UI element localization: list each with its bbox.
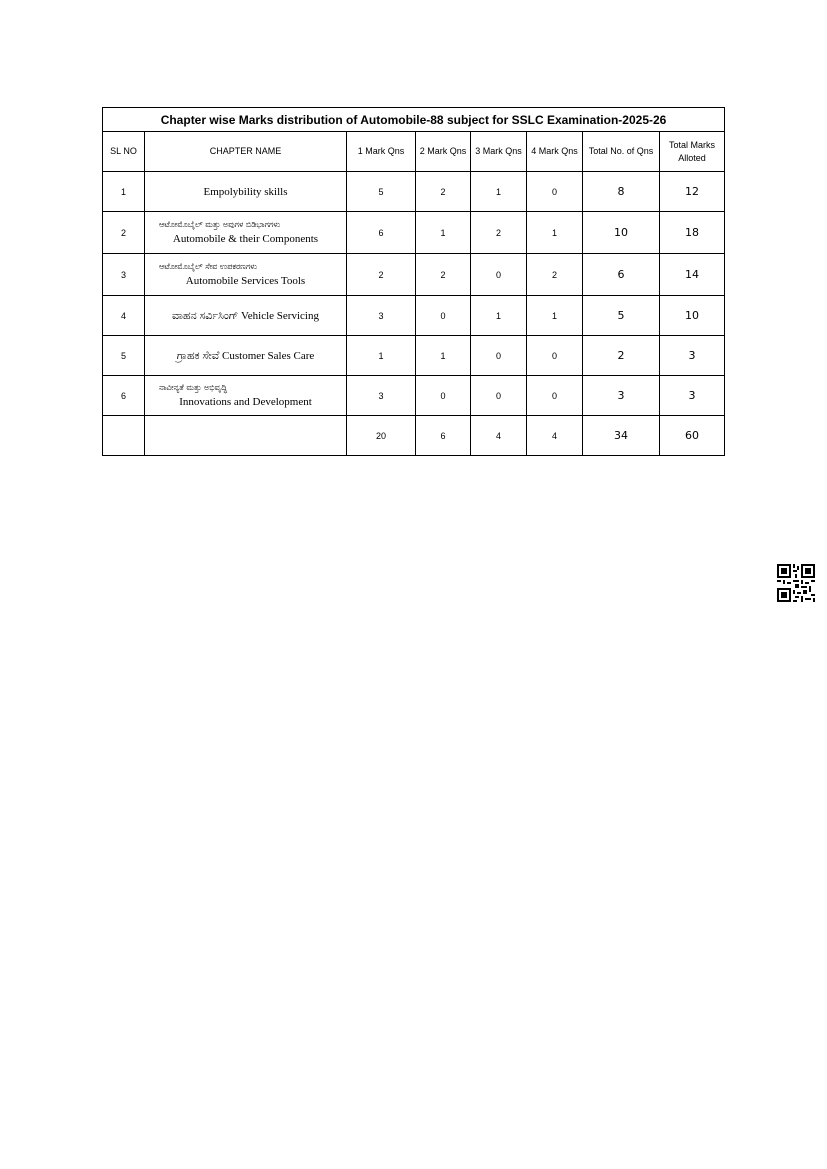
table-title: Chapter wise Marks distribution of Automobile-88 subject for SSLC Examination-2025-26 xyxy=(103,108,725,132)
two-mark-count: 1 xyxy=(416,212,471,254)
two-mark-count: 2 xyxy=(416,254,471,296)
two-mark-count: 2 xyxy=(416,172,471,212)
total-marks: 3 xyxy=(660,376,725,416)
total-two-mark: 6 xyxy=(416,416,471,456)
two-mark-count: 1 xyxy=(416,336,471,376)
three-mark-count: 0 xyxy=(471,336,527,376)
header-1-mark: 1 Mark Qns xyxy=(347,132,416,172)
chapter-name-en: Innovations and Development xyxy=(179,395,312,408)
one-mark-count: 2 xyxy=(347,254,416,296)
three-mark-count: 0 xyxy=(471,376,527,416)
chapter-name-kn: ಆಟೋಮೊಬೈಲ್ ಸೇವ ಉಪಕರಣಗಳು xyxy=(159,261,258,271)
total-marks: 18 xyxy=(660,212,725,254)
chapter-name xyxy=(145,296,347,336)
chapter-name-kn: ನಾವೀನ್ಯತೆ ಮತ್ತು ಅಭಿವೃದ್ಧಿ xyxy=(159,382,228,392)
total-qns: 2 xyxy=(583,336,660,376)
qr-code-icon xyxy=(777,564,815,602)
sl-no: 4 xyxy=(103,296,145,336)
chapter-name-en: Empolybility skills xyxy=(203,185,288,198)
three-mark-count: 0 xyxy=(471,254,527,296)
total-marks: 12 xyxy=(660,172,725,212)
three-mark-count: 1 xyxy=(471,296,527,336)
grand-total-qns: 34 xyxy=(583,416,660,456)
chapter-name-en: Automobile & their Components xyxy=(172,232,319,245)
two-mark-count: 0 xyxy=(416,376,471,416)
total-marks: 10 xyxy=(660,296,725,336)
chapter-name-kn: ಆಟೋಮೊಬೈಲ್ ಮತ್ತು ಅವುಗಳ ಬಿಡಿಭಾಗಗಳು xyxy=(159,219,281,229)
one-mark-count: 5 xyxy=(347,172,416,212)
total-three-mark: 4 xyxy=(471,416,527,456)
four-mark-count: 2 xyxy=(527,254,583,296)
header-2-mark: 2 Mark Qns xyxy=(416,132,471,172)
table-row xyxy=(103,376,725,416)
header-chapter-name: CHAPTER NAME xyxy=(145,132,347,172)
chapter-name-en: Automobile Services Tools xyxy=(185,274,306,287)
total-marks: 3 xyxy=(660,336,725,376)
totals-sl-empty xyxy=(103,416,145,456)
four-mark-count: 1 xyxy=(527,212,583,254)
header-4-mark: 4 Mark Qns xyxy=(527,132,583,172)
chapter-name-en: ವಾಹನ ಸರ್ವಿಸಿಂಗ್ Vehicle Servicing xyxy=(172,309,319,322)
four-mark-count: 0 xyxy=(527,376,583,416)
one-mark-count: 3 xyxy=(347,296,416,336)
total-qns: 10 xyxy=(583,212,660,254)
one-mark-count: 6 xyxy=(347,212,416,254)
four-mark-count: 0 xyxy=(527,336,583,376)
table-row xyxy=(103,336,725,376)
total-qns: 8 xyxy=(583,172,660,212)
one-mark-count: 1 xyxy=(347,336,416,376)
three-mark-count: 2 xyxy=(471,212,527,254)
chapter-name xyxy=(145,172,347,212)
header-3-mark: 3 Mark Qns xyxy=(471,132,527,172)
one-mark-count: 3 xyxy=(347,376,416,416)
total-one-mark: 20 xyxy=(347,416,416,456)
header-total-qns: Total No. of Qns xyxy=(583,132,660,172)
table-row xyxy=(103,172,725,212)
total-qns: 6 xyxy=(583,254,660,296)
table-row xyxy=(103,296,725,336)
sl-no: 3 xyxy=(103,254,145,296)
header-total-marks: Total Marks Alloted xyxy=(660,132,725,172)
three-mark-count: 1 xyxy=(471,172,527,212)
sl-no: 6 xyxy=(103,376,145,416)
chapter-name-en: ಗ್ರಾಹಕ ಸೇವೆ Customer Sales Care xyxy=(176,349,315,362)
sl-no: 1 xyxy=(103,172,145,212)
four-mark-count: 0 xyxy=(527,172,583,212)
header-sl-no: SL NO xyxy=(103,132,145,172)
total-marks: 14 xyxy=(660,254,725,296)
sl-no: 2 xyxy=(103,212,145,254)
chapter-name xyxy=(145,336,347,376)
totals-row xyxy=(103,416,725,456)
total-four-mark: 4 xyxy=(527,416,583,456)
chapter-name xyxy=(145,212,347,254)
sl-no: 5 xyxy=(103,336,145,376)
four-mark-count: 1 xyxy=(527,296,583,336)
total-qns: 5 xyxy=(583,296,660,336)
chapter-name xyxy=(145,254,347,296)
chapter-name xyxy=(145,376,347,416)
total-qns: 3 xyxy=(583,376,660,416)
table-row xyxy=(103,254,725,296)
grand-total-marks: 60 xyxy=(660,416,725,456)
table-row xyxy=(103,212,725,254)
totals-chapter-empty xyxy=(145,416,347,456)
marks-distribution-table xyxy=(102,107,725,456)
two-mark-count: 0 xyxy=(416,296,471,336)
